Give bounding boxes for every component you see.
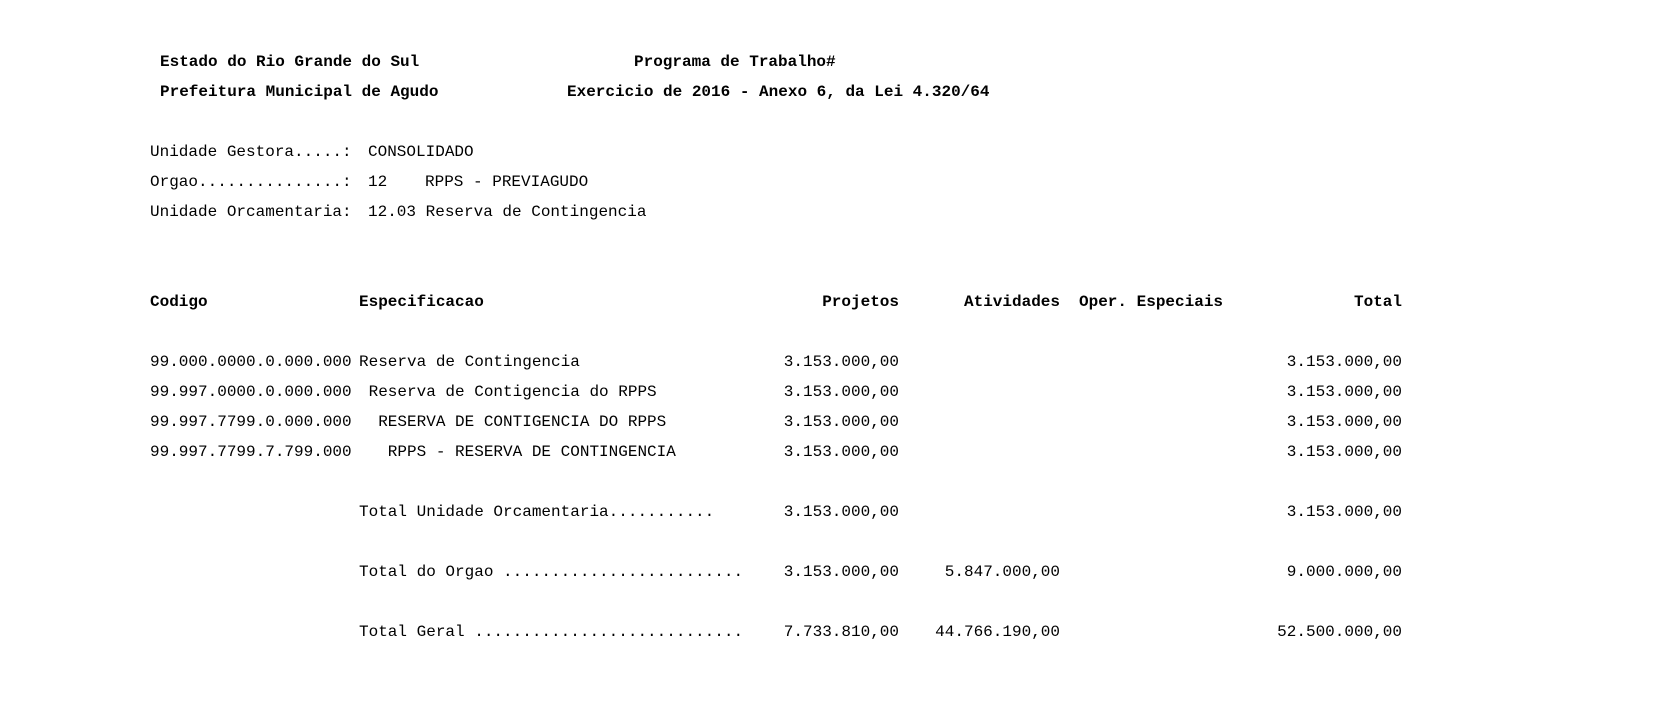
col-oper-especiais: Oper. Especiais — [1079, 293, 1224, 311]
row-projetos: 3.153.000,00 — [783, 353, 899, 371]
row-codigo: 99.997.7799.0.000.000 — [150, 413, 352, 431]
orgao-label: Orgao...............: — [150, 173, 352, 191]
exercise-title: Exercicio de 2016 - Anexo 6, da Lei 4.320/64 — [567, 83, 990, 101]
gestora-value: CONSOLIDADO — [368, 143, 474, 161]
total-label: Total do Orgao ......................... — [359, 563, 744, 581]
program-title: Programa de Trabalho# — [634, 53, 836, 71]
row-total: 3.153.000,00 — [1286, 383, 1402, 401]
unidade-label: Unidade Orcamentaria: — [150, 203, 352, 221]
row-codigo: 99.997.7799.7.799.000 — [150, 443, 352, 461]
total-atividades: 44.766.190,00 — [935, 623, 1060, 641]
orgao-code: 12 — [368, 173, 388, 191]
orgao-name: RPPS - PREVIAGUDO — [425, 173, 589, 191]
col-codigo: Codigo — [150, 293, 208, 311]
total-value: 52.500.000,00 — [1277, 623, 1402, 641]
total-value: 3.153.000,00 — [1286, 503, 1402, 521]
row-especificacao: RPPS - RESERVA DE CONTINGENCIA — [359, 443, 676, 461]
row-total: 3.153.000,00 — [1286, 443, 1402, 461]
row-especificacao: Reserva de Contigencia do RPPS — [359, 383, 657, 401]
col-projetos: Projetos — [822, 293, 899, 311]
row-codigo: 99.000.0000.0.000.000 — [150, 353, 352, 371]
row-projetos: 3.153.000,00 — [783, 383, 899, 401]
col-especificacao: Especificacao — [359, 293, 484, 311]
row-especificacao: RESERVA DE CONTIGENCIA DO RPPS — [359, 413, 667, 431]
total-label: Total Unidade Orcamentaria........... — [359, 503, 715, 521]
total-projetos: 7.733.810,00 — [783, 623, 899, 641]
total-atividades: 5.847.000,00 — [944, 563, 1060, 581]
row-codigo: 99.997.0000.0.000.000 — [150, 383, 352, 401]
municipality-title: Prefeitura Municipal de Agudo — [160, 83, 439, 101]
row-especificacao: Reserva de Contingencia — [359, 353, 580, 371]
total-label: Total Geral ............................ — [359, 623, 744, 641]
row-total: 3.153.000,00 — [1286, 353, 1402, 371]
col-total: Total — [1353, 293, 1402, 311]
total-projetos: 3.153.000,00 — [783, 563, 899, 581]
gestora-label: Unidade Gestora.....: — [150, 143, 352, 161]
col-atividades: Atividades — [963, 293, 1060, 311]
unidade-value: 12.03 Reserva de Contingencia — [368, 203, 647, 221]
row-projetos: 3.153.000,00 — [783, 413, 899, 431]
state-title: Estado do Rio Grande do Sul — [160, 53, 420, 71]
total-value: 9.000.000,00 — [1286, 563, 1402, 581]
row-total: 3.153.000,00 — [1286, 413, 1402, 431]
row-projetos: 3.153.000,00 — [783, 443, 899, 461]
total-projetos: 3.153.000,00 — [783, 503, 899, 521]
